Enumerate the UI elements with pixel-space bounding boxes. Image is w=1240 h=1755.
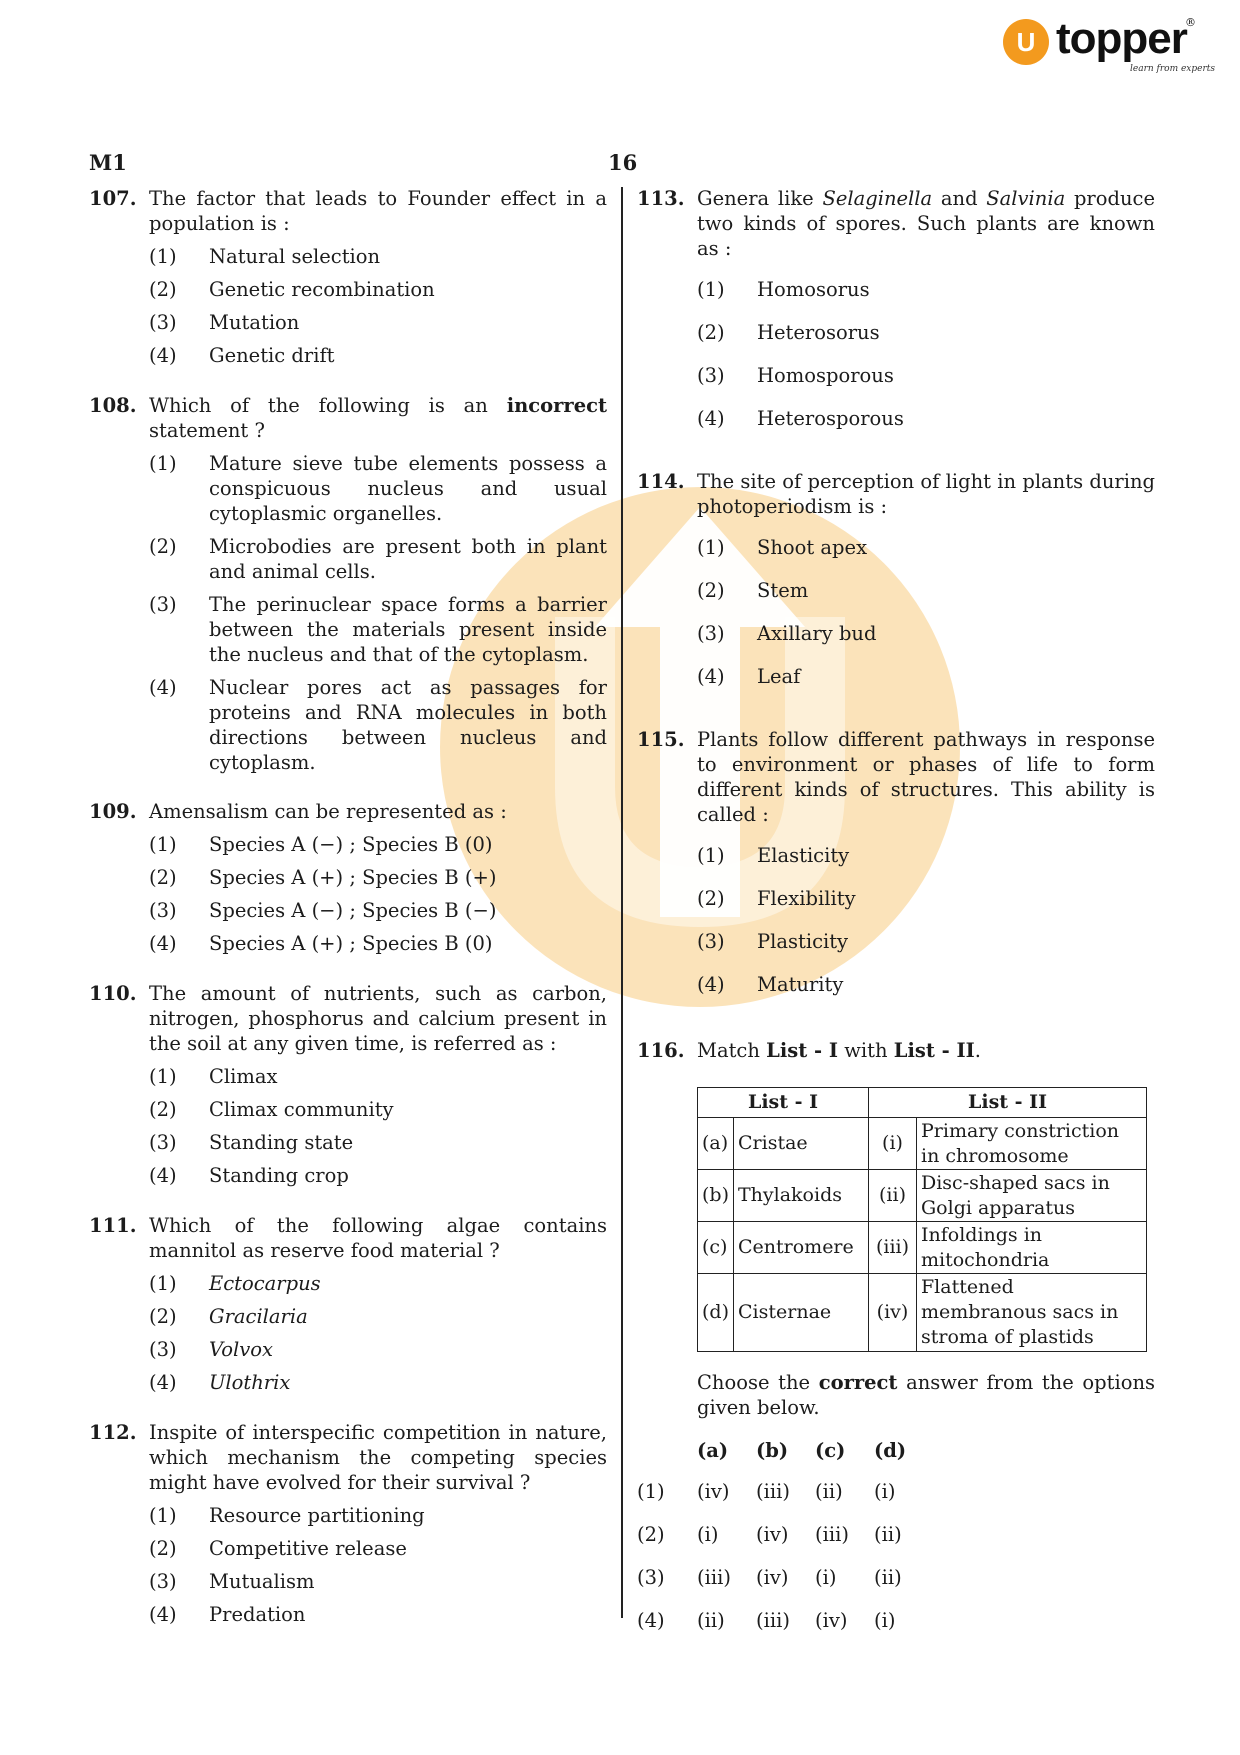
row-numeral: (i) [869, 1118, 917, 1170]
list-1-item: Cristae [734, 1118, 869, 1170]
table-row [698, 1274, 1147, 1352]
option-number: (3) [697, 930, 725, 953]
list-1-item: Centromere [734, 1222, 869, 1274]
table-row [698, 1118, 1147, 1170]
option-number: (3) [697, 622, 725, 645]
option-number: (1) [149, 452, 177, 475]
question-number: 108. [89, 394, 137, 417]
option-4[interactable] [149, 1370, 607, 1403]
option-number: (4) [149, 344, 177, 367]
list-2-item: Infoldings in mitochondria [917, 1222, 1147, 1274]
row-letter: (b) [698, 1170, 734, 1222]
stem-text: and [940, 187, 978, 210]
option-2[interactable] [149, 534, 607, 584]
key-cell: (i) [697, 1523, 719, 1546]
option-number: (1) [149, 833, 177, 856]
option-1[interactable] [149, 1503, 607, 1536]
option-2[interactable] [697, 320, 1155, 363]
option-text: Gracilaria [209, 1305, 308, 1328]
question-number: 116. [637, 1039, 685, 1062]
stem-emphasis: List - I [766, 1039, 839, 1062]
option-4[interactable] [149, 1163, 607, 1196]
question-108 [89, 393, 607, 775]
option-number: (3) [149, 899, 177, 922]
option-text: Homosporous [757, 364, 894, 387]
option-3[interactable] [637, 1556, 933, 1599]
question-number: 111. [89, 1214, 137, 1237]
option-2[interactable] [697, 886, 1155, 929]
stem-emphasis: List - II [893, 1039, 975, 1062]
key-cell: (iv) [815, 1609, 848, 1632]
question-number: 115. [637, 728, 685, 751]
option-number: (1) [637, 1480, 665, 1503]
option-2[interactable] [697, 578, 1155, 621]
option-number: (3) [149, 1131, 177, 1154]
option-1[interactable] [149, 1064, 607, 1097]
column-divider [621, 187, 623, 1618]
stem-text: Match [697, 1039, 760, 1062]
right-column [637, 186, 1155, 1642]
left-column [89, 186, 607, 1635]
stem-text: Which of the following is an [149, 394, 488, 417]
option-number: (4) [637, 1609, 665, 1632]
option-text: Species A (+) ; Species B (0) [209, 932, 493, 955]
option-number: (2) [697, 579, 725, 602]
option-text: Heterosporous [757, 407, 904, 430]
option-text: Maturity [757, 973, 844, 996]
question-116 [637, 1038, 1155, 1642]
option-number: (4) [149, 932, 177, 955]
option-4[interactable] [637, 1599, 933, 1642]
key-cell: (ii) [874, 1566, 902, 1589]
question-114 [637, 469, 1155, 707]
option-number: (2) [149, 535, 177, 558]
option-text: Mutualism [209, 1570, 315, 1593]
question-stem: The amount of nutrients, such as carbon, nitrogen, phosphorus and calcium present in the soil at any given time, is referred as : [149, 982, 607, 1055]
option-text: The perinuclear space forms a barrier between the materials present inside the nucleus and that of the cytoplasm. [209, 593, 607, 666]
option-number: (4) [149, 676, 177, 699]
stem-text: produce two kinds of spores. Such plants are known as : [697, 187, 1155, 260]
logo-registered-mark: ® [1185, 16, 1196, 29]
option-number: (2) [149, 1098, 177, 1121]
question-stem: The site of perception of light in plants during photoperiodism is : [697, 470, 1155, 518]
question-stem: Amensalism can be represented as : [149, 800, 507, 823]
option-1[interactable] [149, 244, 607, 277]
option-2[interactable] [149, 1304, 607, 1337]
question-number: 112. [89, 1421, 137, 1444]
option-3[interactable] [697, 363, 1155, 406]
option-number: (2) [149, 1305, 177, 1328]
option-text: Climax [209, 1065, 278, 1088]
key-cell: (iii) [756, 1480, 790, 1503]
key-cell: (iv) [756, 1566, 789, 1589]
option-text: Homosorus [757, 278, 870, 301]
option-text: Species A (−) ; Species B (−) [209, 899, 497, 922]
option-text: Plasticity [757, 930, 849, 953]
option-number: (4) [149, 1603, 177, 1626]
question-113 [637, 186, 1155, 449]
option-3[interactable] [149, 310, 607, 343]
option-text: Resource partitioning [209, 1504, 425, 1527]
key-cell: (iii) [756, 1609, 790, 1632]
option-3[interactable] [149, 1337, 607, 1370]
option-text: Heterosorus [757, 321, 880, 344]
question-number: 114. [637, 470, 685, 493]
option-2[interactable] [149, 1536, 607, 1569]
option-number: (1) [149, 1272, 177, 1295]
option-text: Shoot apex [757, 536, 868, 559]
question-stem: The factor that leads to Founder effect in a population is : [149, 187, 607, 235]
option-text: Standing crop [209, 1164, 349, 1187]
option-number: (3) [149, 1570, 177, 1593]
table-row [698, 1170, 1147, 1222]
option-text: Competitive release [209, 1537, 407, 1560]
list-1-item: Thylakoids [734, 1170, 869, 1222]
option-number: (2) [697, 321, 725, 344]
list-2-item: Primary constriction in chromosome [917, 1118, 1147, 1170]
option-4[interactable] [697, 972, 1155, 1015]
option-3[interactable] [697, 621, 1155, 664]
option-1[interactable] [637, 1470, 933, 1513]
option-number: (1) [149, 1504, 177, 1527]
option-text: Stem [757, 579, 809, 602]
option-text: Ectocarpus [209, 1272, 321, 1295]
option-2[interactable] [149, 865, 607, 898]
option-3[interactable] [149, 592, 607, 667]
instruction-text: answer from the options given below. [697, 1371, 1156, 1419]
option-text: Microbodies are present both in plant and animal cells. [209, 535, 607, 583]
stem-emphasis: incorrect [506, 394, 607, 417]
key-cell: (iii) [815, 1523, 849, 1546]
key-cell: (i) [874, 1480, 896, 1503]
option-text: Volvox [209, 1338, 274, 1361]
key-cell: (iv) [697, 1480, 730, 1503]
option-number: (3) [149, 1338, 177, 1361]
question-number: 113. [637, 187, 685, 210]
option-number: (1) [149, 1065, 177, 1088]
option-text: Mutation [209, 311, 300, 334]
option-1[interactable] [149, 1271, 607, 1304]
answer-key-table [637, 1430, 933, 1642]
page-number: 16 [608, 150, 638, 175]
option-number: (2) [149, 866, 177, 889]
option-text: Elasticity [757, 844, 850, 867]
row-numeral: (ii) [869, 1170, 917, 1222]
genus-name: Salvinia [986, 187, 1066, 210]
option-4[interactable] [697, 406, 1155, 449]
key-header-d: (d) [874, 1438, 907, 1462]
option-number: (2) [149, 278, 177, 301]
option-text: Axillary bud [757, 622, 877, 645]
option-text: Mature sieve tube elements possess a conspicuous nucleus and usual cytoplasmic organelles. [209, 452, 607, 525]
question-107 [89, 186, 607, 376]
question-109 [89, 799, 607, 964]
option-text: Leaf [757, 665, 801, 688]
option-4[interactable] [697, 664, 1155, 707]
key-cell: (i) [874, 1609, 896, 1632]
option-1[interactable] [149, 832, 607, 865]
option-text: Predation [209, 1603, 306, 1626]
list-2-item: Flattened membranous sacs in stroma of plastids [917, 1274, 1147, 1352]
stem-text: statement ? [149, 419, 265, 442]
instruction-emphasis: correct [818, 1371, 898, 1394]
option-number: (4) [149, 1371, 177, 1394]
option-number: (2) [149, 1537, 177, 1560]
option-1[interactable] [697, 843, 1155, 886]
option-number: (4) [697, 665, 725, 688]
question-stem: Inspite of interspecific competition in nature, which mechanism the competing species might have evolved for their survival ? [149, 1421, 607, 1494]
option-text: Nuclear pores act as passages for proteins and RNA molecules in both directions between nucleus and cytoplasm. [209, 676, 607, 774]
option-4[interactable] [149, 343, 607, 376]
table-row [698, 1222, 1147, 1274]
option-number: (3) [637, 1566, 665, 1589]
question-number: 109. [89, 800, 137, 823]
key-cell: (i) [815, 1566, 837, 1589]
option-number: (4) [697, 407, 725, 430]
key-cell: (iv) [756, 1523, 789, 1546]
option-3[interactable] [149, 1569, 607, 1602]
key-cell: (ii) [697, 1609, 725, 1632]
key-cell: (ii) [815, 1480, 843, 1503]
option-text: Genetic recombination [209, 278, 435, 301]
row-letter: (d) [698, 1274, 734, 1352]
option-number: (1) [697, 536, 725, 559]
option-number: (1) [697, 844, 725, 867]
question-number: 107. [89, 187, 137, 210]
option-text: Genetic drift [209, 344, 335, 367]
question-110 [89, 981, 607, 1196]
key-cell: (ii) [874, 1523, 902, 1546]
stem-text: Genera like [697, 187, 814, 210]
option-text: Climax community [209, 1098, 394, 1121]
question-number: 110. [89, 982, 137, 1005]
option-1[interactable] [149, 451, 607, 526]
option-2[interactable] [149, 277, 607, 310]
option-text: Species A (+) ; Species B (+) [209, 866, 497, 889]
question-112 [89, 1420, 607, 1635]
genus-name: Selaginella [822, 187, 933, 210]
list-2-item: Disc-shaped sacs in Golgi apparatus [917, 1170, 1147, 1222]
row-letter: (c) [698, 1222, 734, 1274]
logo-mark: U [1016, 27, 1036, 57]
key-header-a: (a) [697, 1438, 729, 1462]
stem-text: . [974, 1039, 981, 1062]
option-text: Ulothrix [209, 1371, 291, 1394]
key-header-b: (b) [756, 1438, 789, 1462]
option-number: (4) [697, 973, 725, 996]
option-3[interactable] [697, 929, 1155, 972]
row-numeral: (iv) [869, 1274, 917, 1352]
option-number: (2) [637, 1523, 665, 1546]
question-stem: Which of the following algae contains mannitol as reserve food material ? [149, 1214, 607, 1262]
option-3[interactable] [149, 1130, 607, 1163]
logo-tagline: learn from experts [1130, 64, 1216, 74]
option-number: (1) [149, 245, 177, 268]
option-text: Flexibility [757, 887, 856, 910]
list-1-header: List - I [698, 1088, 869, 1118]
question-stem: Plants follow different pathways in response to environment or phases of life to form different kinds of structures. This ability is called : [697, 728, 1155, 826]
topper-logo-icon [1002, 18, 1050, 66]
key-header-c: (c) [815, 1438, 846, 1462]
option-text: Species A (−) ; Species B (0) [209, 833, 493, 856]
option-number: (4) [149, 1164, 177, 1187]
row-numeral: (iii) [869, 1222, 917, 1274]
option-4[interactable] [149, 675, 607, 775]
option-1[interactable] [697, 535, 1155, 578]
paper-code: M1 [89, 150, 127, 175]
list-2-header: List - II [869, 1088, 1147, 1118]
option-number: (1) [697, 278, 725, 301]
option-number: (3) [697, 364, 725, 387]
option-4[interactable] [149, 931, 607, 964]
question-111 [89, 1213, 607, 1403]
stem-text: with [844, 1039, 888, 1062]
list-1-item: Cisternae [734, 1274, 869, 1352]
option-text: Natural selection [209, 245, 381, 268]
match-table [697, 1087, 1147, 1352]
option-3[interactable] [149, 898, 607, 931]
option-text: Standing state [209, 1131, 354, 1154]
question-115 [637, 727, 1155, 1015]
option-number: (2) [697, 887, 725, 910]
logo-text: topper [1056, 14, 1187, 63]
row-letter: (a) [698, 1118, 734, 1170]
option-2[interactable] [637, 1513, 933, 1556]
key-cell: (iii) [697, 1566, 731, 1589]
option-number: (3) [149, 593, 177, 616]
instruction-text: Choose the [697, 1371, 811, 1394]
option-number: (3) [149, 311, 177, 334]
topper-logo [1002, 14, 1216, 78]
option-2[interactable] [149, 1097, 607, 1130]
option-1[interactable] [697, 277, 1155, 320]
option-4[interactable] [149, 1602, 607, 1635]
